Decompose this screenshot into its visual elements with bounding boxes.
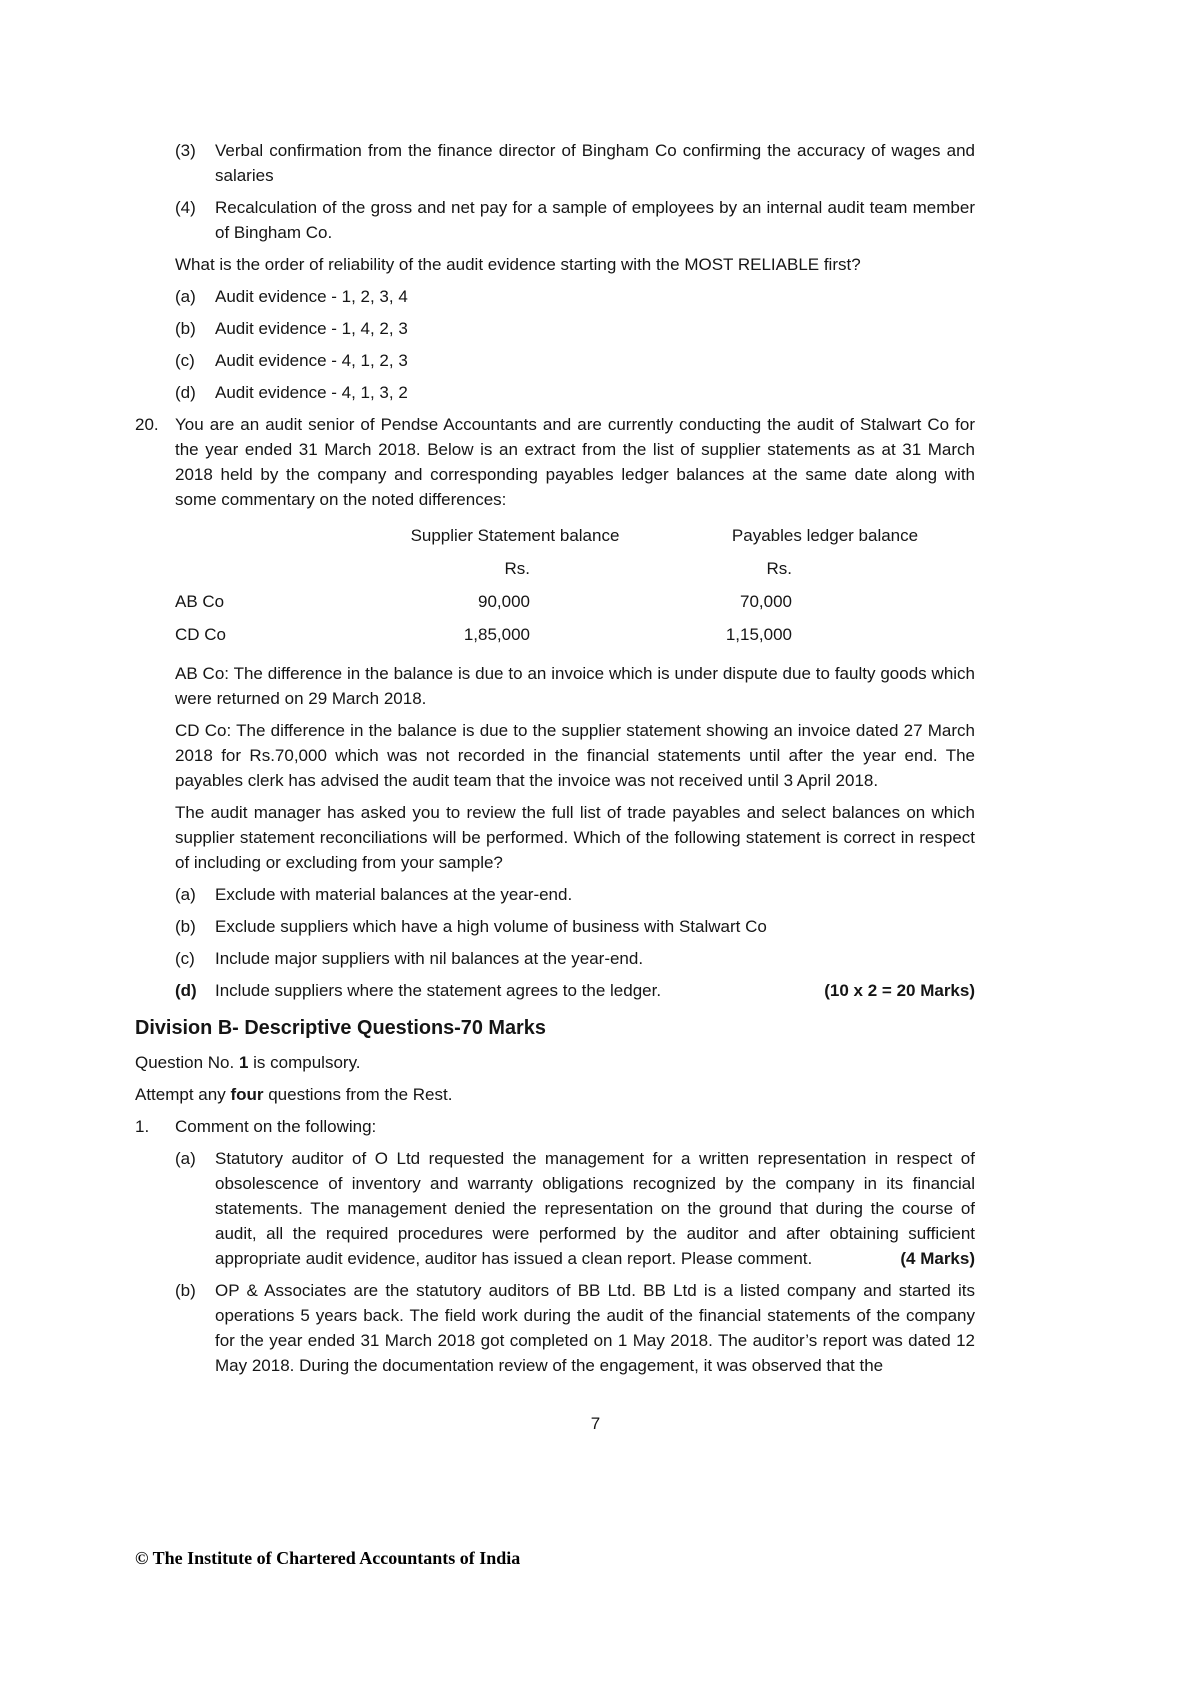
question-1-part-b: [175, 1278, 975, 1378]
table-cell-spacer: [630, 585, 700, 618]
question-19-option-d: [175, 380, 975, 405]
option-label: (b): [175, 319, 196, 338]
question-20-option-c: [175, 946, 975, 971]
part-label: (a): [175, 1149, 196, 1168]
option-d-line: [215, 978, 975, 1003]
item-label: (4): [175, 198, 196, 217]
option-label: (d): [175, 981, 197, 1000]
table-header-supplier-statement: Supplier Statement balance: [410, 526, 620, 545]
note-cd-co: CD Co: The difference in the balance is due to the supplier statement showing an invoice dated 27 March 2018 for Rs.70,000 which was not recorded in the financial statements until after the year end. The payables clerk has advised the audit team that the invoice was not received until 3 April 2018.: [175, 721, 975, 790]
question-1-part-a: [175, 1146, 975, 1271]
option-label: (d): [175, 383, 196, 402]
attempt-suffix: questions from the Rest.: [263, 1085, 453, 1104]
item-text: Recalculation of the gross and net pay for a sample of employees by an internal audit team member of Bingham Co.: [215, 198, 975, 242]
option-label: (c): [175, 949, 195, 968]
part-text: OP & Associates are the statutory auditors of BB Ltd. BB Ltd is a listed company and started its operations 5 years back. The field work during the audit of the financial statements of the company for the year ended 31 March 2018 got completed on 1 May 2018. The auditor’s report was dated 12 May 2018. During the documentation review of the engagement, it was observed that the: [215, 1281, 975, 1375]
table-cell-statement-balance: 1,85,000: [463, 625, 530, 644]
option-label: (a): [175, 287, 196, 306]
option-text: Audit evidence - 4, 1, 3, 2: [215, 383, 408, 402]
table-row-label: CD Co: [175, 625, 227, 644]
option-text: Include suppliers where the statement agrees to the ledger.: [215, 981, 662, 1000]
attempt-note: [135, 1082, 975, 1107]
item-label: (3): [175, 141, 196, 160]
table-header-empty: [175, 519, 400, 552]
option-text: Exclude with material balances at the year-end.: [215, 885, 573, 904]
option-text: Audit evidence - 1, 2, 3, 4: [215, 287, 408, 306]
table-cell-ledger-balance: 1,15,000: [725, 625, 792, 644]
table-currency-row: [175, 552, 975, 585]
table-cell-spacer: [630, 618, 700, 651]
part-text-wrap: [215, 1146, 975, 1271]
question-20-option-a: [175, 882, 975, 907]
attempt-prefix: Attempt any: [135, 1085, 231, 1104]
option-label: (b): [175, 917, 196, 936]
option-label: (c): [175, 351, 195, 370]
part-label: (b): [175, 1281, 196, 1300]
evidence-item-3: [175, 138, 975, 188]
question-20-intro: You are an audit senior of Pendse Accountants and are currently conducting the audit of Stalwart Co for the year ended 31 March 2018. Below is an extract from the list of supplier statements as at 31 March 2018 held by the company and corresponding payables ledger balances at the same date along with some commentary on the noted differences:: [175, 415, 975, 509]
part-text: Statutory auditor of O Ltd requested the management for a written representation in respect of obsolescence of inventory and warranty obligations recognized by the company in its financial statements. The management denied the representation on the ground that during the course of audit, all the required procedures were performed by the auditor and after obtaining sufficient appropriate audit evidence, auditor has issued a clean report. Please comment.: [215, 1149, 975, 1268]
question-20: [135, 412, 975, 1010]
option-label: (a): [175, 885, 196, 904]
question-20-stem: The audit manager has asked you to review the full list of trade payables and select balances on which supplier statement reconciliations will be performed. Which of the following statement is correct in respect of including or excluding from your sample?: [175, 803, 975, 872]
table-cell-statement-balance: 90,000: [478, 592, 530, 611]
option-text: Audit evidence - 1, 4, 2, 3: [215, 319, 408, 338]
question-1: [135, 1114, 975, 1385]
compulsory-note: [135, 1050, 975, 1075]
attempt-count: four: [230, 1085, 264, 1104]
compulsory-prefix: Question No.: [135, 1053, 239, 1072]
page-body: [135, 138, 975, 1385]
table-row-label: AB Co: [175, 592, 225, 611]
question-19-stem: What is the order of reliability of the audit evidence starting with the MOST RELIABLE first?: [175, 255, 861, 274]
question-number: 1.: [135, 1117, 150, 1136]
compulsory-suffix: is compulsory.: [248, 1053, 361, 1072]
question-1-body: [175, 1114, 975, 1385]
table-header-payables-ledger: Payables ledger balance: [731, 526, 919, 545]
option-text: Exclude suppliers which have a high volume of business with Stalwart Co: [215, 917, 767, 936]
question-20-body: [175, 412, 975, 1010]
table-currency-col2: Rs.: [766, 559, 792, 578]
question-20-option-b: [175, 914, 975, 939]
table-row: [175, 618, 975, 651]
question-1-stem: Comment on the following:: [175, 1117, 377, 1136]
table-currency-col1: Rs.: [504, 559, 530, 578]
copyright-footer: © The Institute of Chartered Accountants of India: [135, 1548, 521, 1568]
table-cell-empty: [175, 552, 400, 585]
option-text: Audit evidence - 4, 1, 2, 3: [215, 351, 408, 370]
item-text: Verbal confirmation from the finance director of Bingham Co confirming the accuracy of wages and salaries: [215, 141, 975, 185]
question-19-continuation: [175, 138, 975, 405]
question-number: 20.: [135, 415, 159, 434]
division-b-heading: Division B- Descriptive Questions-70 Marks: [135, 1017, 546, 1039]
question-19-option-a: [175, 284, 975, 309]
question-19-option-b: [175, 316, 975, 341]
option-text: Include major suppliers with nil balances at the year-end.: [215, 949, 644, 968]
compulsory-number: 1: [238, 1053, 249, 1072]
question-20-option-d: [175, 978, 975, 1003]
question-19-option-c: [175, 348, 975, 373]
marks-badge: (10 x 2 = 20 Marks): [824, 981, 975, 1000]
table-cell-spacer: [630, 552, 700, 585]
page-number: 7: [590, 1414, 601, 1433]
table-cell-ledger-balance: 70,000: [740, 592, 792, 611]
note-ab-co: AB Co: The difference in the balance is due to an invoice which is under dispute due to faulty goods which were returned on 29 March 2018.: [175, 664, 975, 708]
table-row: [175, 585, 975, 618]
table-header-spacer: [630, 519, 700, 552]
table-header-row: [175, 519, 975, 552]
marks-badge: (4 Marks): [894, 1246, 975, 1271]
supplier-balances-table: [175, 519, 975, 651]
evidence-item-4: [175, 195, 975, 245]
